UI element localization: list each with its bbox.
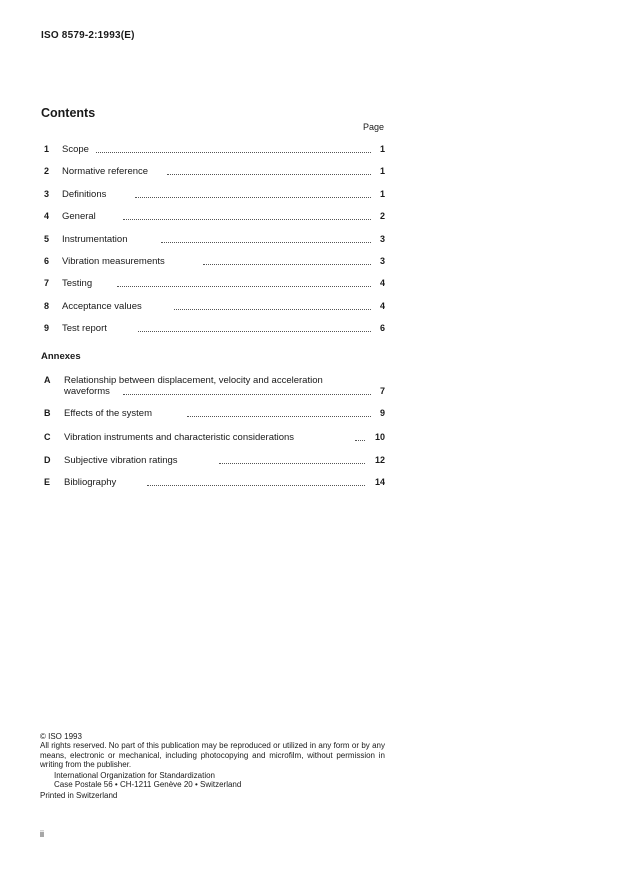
toc-leader [355, 440, 365, 441]
page-column-label: Page [363, 122, 385, 132]
toc-leader [167, 174, 371, 175]
toc-entry-vibration-measurements[interactable] [41, 256, 385, 270]
toc-page: 1 [379, 144, 385, 154]
rights-statement: All rights reserved. No part of this publication may be reproduced or utilized in any form or by any means, electronic or mechanical, including photocopying and microfilm, without permission in writing from the publisher. [40, 741, 385, 769]
toc-leader [123, 219, 371, 220]
toc-entry-scope[interactable] [41, 144, 385, 158]
toc-page: 1 [379, 166, 385, 176]
annex-letter: A [44, 375, 51, 385]
annex-entry-d[interactable] [41, 455, 385, 469]
toc-leader [96, 152, 371, 153]
toc-number: 8 [44, 301, 50, 311]
toc-title: Scope [62, 144, 89, 155]
annex-letter: D [44, 455, 51, 465]
toc-number: 2 [44, 166, 50, 176]
annex-entry-e[interactable] [41, 477, 385, 491]
document-id: ISO 8579-2:1993(E) [41, 30, 135, 41]
toc-title: Instrumentation [62, 234, 128, 245]
toc-title: Normative reference [62, 166, 149, 177]
toc-leader [138, 331, 371, 332]
toc-number: 4 [44, 211, 50, 221]
toc-page: 4 [379, 301, 385, 311]
toc-page: 2 [379, 211, 385, 221]
annex-title: Relationship between displacement, velocity and acceleration [64, 375, 323, 386]
toc-page: 1 [379, 189, 385, 199]
toc-number: 3 [44, 189, 50, 199]
toc-entry-instrumentation[interactable] [41, 234, 385, 248]
annex-entry-c[interactable] [41, 432, 385, 446]
annex-title: Effects of the system [64, 408, 153, 419]
annex-entry-b[interactable] [41, 408, 385, 422]
toc-number: 6 [44, 256, 50, 266]
toc-entry-testing[interactable] [41, 278, 385, 292]
toc-number: 7 [44, 278, 50, 288]
toc-title: Test report [62, 323, 107, 334]
toc-page: 6 [379, 323, 385, 333]
toc-entry-general[interactable] [41, 211, 385, 225]
annex-page: 12 [374, 455, 385, 465]
annexes-heading: Annexes [41, 351, 81, 362]
toc-leader [203, 264, 371, 265]
toc-leader [219, 463, 365, 464]
toc-leader [147, 485, 365, 486]
annex-title-continued: waveforms [64, 386, 110, 397]
toc-leader [187, 416, 371, 417]
toc-number: 1 [44, 144, 50, 154]
toc-title: Vibration measurements [62, 256, 165, 267]
printed-in-note: Printed in Switzerland [40, 791, 118, 800]
toc-title: Definitions [62, 189, 107, 200]
annex-title: Vibration instruments and characteristic considerations [64, 432, 295, 443]
toc-leader [123, 394, 371, 395]
toc-title: Acceptance values [62, 301, 142, 312]
toc-leader [117, 286, 371, 287]
toc-number: 5 [44, 234, 50, 244]
page-number: ii [40, 829, 44, 839]
toc-page: 3 [379, 256, 385, 266]
toc-leader [135, 197, 371, 198]
annex-title: Bibliography [64, 477, 117, 488]
toc-entry-test-report[interactable] [41, 323, 385, 337]
annex-entry-a[interactable] [41, 375, 385, 401]
contents-heading: Contents [41, 106, 96, 120]
toc-entry-definitions[interactable] [41, 189, 385, 203]
annex-letter: E [44, 477, 51, 487]
organization-address: Case Postale 56 • CH-1211 Genève 20 • Switzerland [54, 780, 242, 789]
annex-letter: B [44, 408, 51, 418]
annex-title: Subjective vibration ratings [64, 455, 178, 466]
annex-page: 14 [374, 477, 385, 487]
toc-page: 4 [379, 278, 385, 288]
annex-page: 10 [374, 432, 385, 442]
annex-page: 7 [379, 386, 385, 396]
toc-title: General [62, 211, 96, 222]
toc-leader [161, 242, 371, 243]
toc-leader [174, 309, 371, 310]
copyright-line: © ISO 1993 [40, 732, 82, 741]
toc-entry-normative-reference[interactable] [41, 166, 385, 180]
toc-page: 3 [379, 234, 385, 244]
annex-letter: C [44, 432, 51, 442]
toc-number: 9 [44, 323, 50, 333]
toc-title: Testing [62, 278, 93, 289]
organization-name: International Organization for Standardization [54, 771, 215, 780]
annex-page: 9 [379, 408, 385, 418]
toc-entry-acceptance-values[interactable] [41, 301, 385, 315]
